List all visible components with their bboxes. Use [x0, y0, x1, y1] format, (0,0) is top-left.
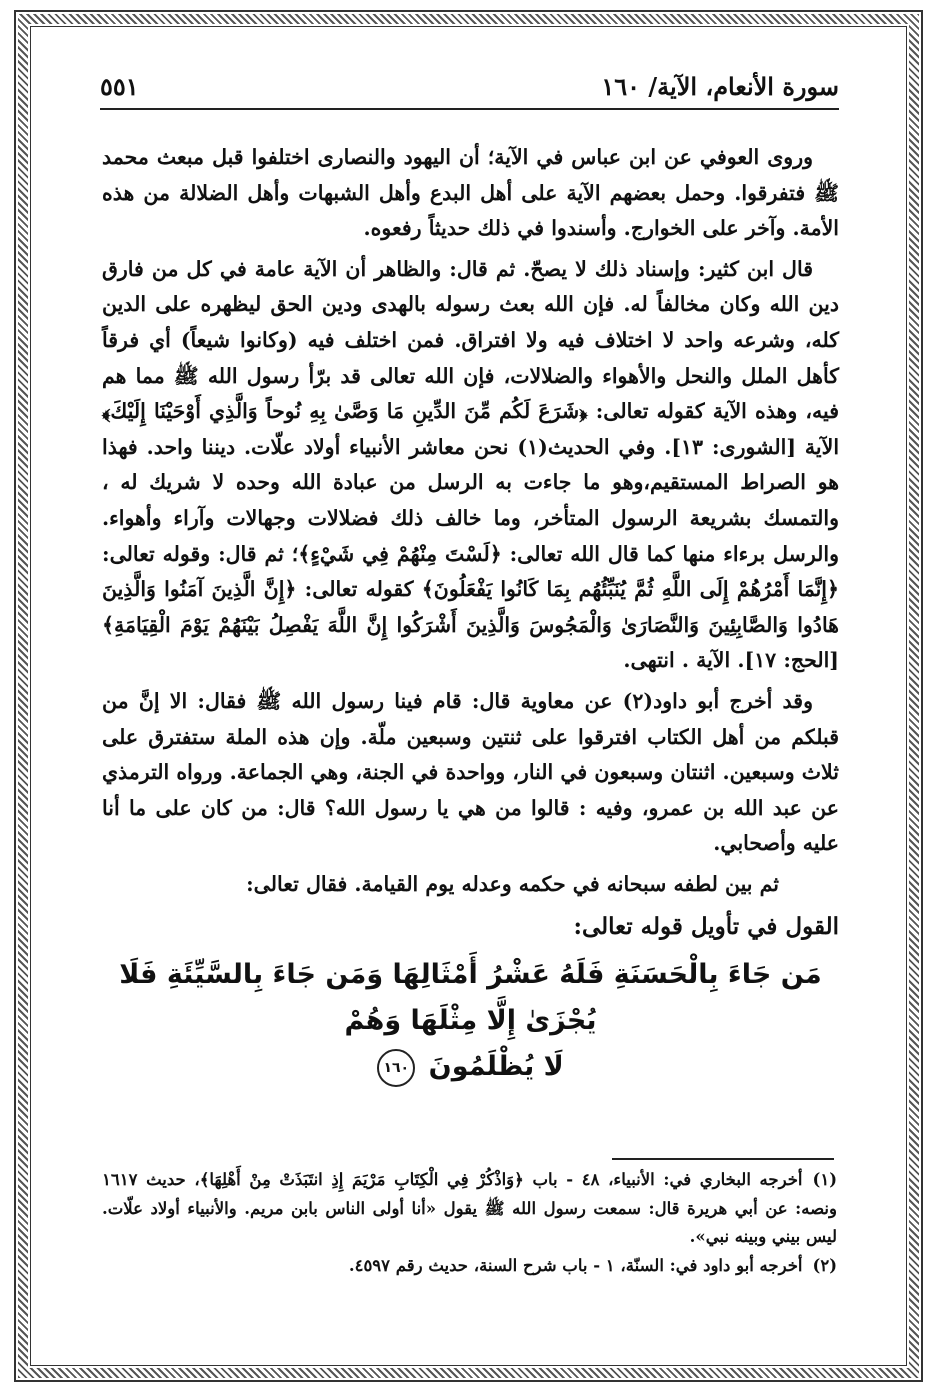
- page-header: [100, 66, 839, 106]
- quran-verse: [102, 952, 839, 1090]
- page-number: ٥٥١: [100, 71, 139, 101]
- footnote: [102, 1252, 837, 1281]
- paragraph: ثم بين لطفه سبحانه في حكمه وعدله يوم القيامة. فقال تعالى:: [246, 871, 779, 896]
- footnote-text: أخرجه أبو داود في: السنّة، ١ - باب شرح السنة، حديث رقم ٤٥٩٧.: [348, 1255, 803, 1275]
- verse-line-2: لَا يُظْلَمُونَ: [428, 1051, 564, 1083]
- paragraph: وقد أخرج أبو داود(٢) عن معاوية قال: قام فينا رسول الله ﷺ فقال: الا إنَّ من قبلكم من أهل الكتاب افترقوا على ثنتين وسبعين ملّة. وإن هذه الملة ستفترق على ثلاث وسبعين. اثنتان وسبعون في النار، وواحدة في الجنة، وهي الجماعة. ورواه الترمذي عن عبد الله بن عمرو، وفيه : قالوا من هي يا رسول الله؟ قال: من كان على ما أنا عليه وأصحابي.: [102, 688, 839, 856]
- footnote-text: أخرجه البخاري في: الأنبياء، ٤٨ - باب ﴿وَاذْكُرْ فِي الْكِتَابِ مَرْيَمَ إِذِ انتَبَذَتْ مِنْ أَهْلِهَا﴾، حديث ١٦١٧ ونصه: عن أبي هريرة قال: سمعت رسول الله ﷺ يقول «أنا أولى الناس بابن مريم. والأنبياء أولاد علّات. ليس بيني وبينه نبي».: [102, 1170, 837, 1246]
- paragraph: وروى العوفي عن ابن عباس في الآية؛ أن اليهود والنصارى اختلفوا قبل مبعث محمد ﷺ فتفرقوا. وحمل بعضهم الآية على أهل البدع وأهل الشبهات وأهل الضلالة من هذه الأمة. وآخر على الخوارج. وأسندوا في ذلك حديثاً رفعوه.: [102, 145, 839, 241]
- footnote-number: (١): [812, 1170, 837, 1189]
- ayah-number-mark: ١٦٠: [377, 1049, 415, 1087]
- header-divider: [100, 108, 839, 110]
- footnote-number: (٢): [812, 1255, 837, 1275]
- section-heading: القول في تأويل قوله تعالى:: [573, 913, 839, 941]
- footnote-divider: [612, 1158, 834, 1160]
- paragraph: قال ابن كثير: وإسناد ذلك لا يصحّ. ثم قال: والظاهر أن الآية عامة في كل من فارق دين الله وكان مخالفاً له. فإن الله بعث رسوله بالهدى ودين الحق ليظهره على الدين كله، وشرعه واحد لا اختلاف فيه ولا افتراق. فمن اختلف فيه (وكانوا شيعاً) أي فرقاً كأهل الملل والنحل والأهواء والضلالات، فإن الله تعالى قد برّأ رسول الله ﷺ مما هم فيه، وهذه الآية كقوله تعالى: ﴿شَرَعَ لَكُم مِّنَ الدِّينِ مَا وَصَّىٰ بِهِ نُوحاً وَالَّذِي أَوْحَيْنَا إِلَيْكَ﴾ الآية [الشورى: ١٣]. وفي الحديث(١) نحن معاشر الأنبياء أولاد علّات. ديننا واحد. فهذا هو الصراط المستقيم،وهو ما جاءت به الرسل من عبادة الله وحده لا شريك له ، والتمسك بشريعة الرسول المتأخر، وما خالف ذلك فضلالات وجهالات وآراء وأهواء. والرسل برءاء منها كما قال الله تعالى: ﴿لَسْتَ مِنْهُمْ فِي شَيْءٍ﴾؛ ثم قال: وقوله تعالى: ﴿إِنَّمَا أَمْرُهُمْ إِلَى اللَّهِ ثُمَّ يُنَبِّئُهُم بِمَا كَانُوا يَفْعَلُونَ﴾ كقوله تعالى: ﴿إِنَّ الَّذِينَ آمَنُوا وَالَّذِينَ هَادُوا وَالصَّابِئِينَ وَالنَّصَارَىٰ وَالْمَجُوسَ وَالَّذِينَ أَشْرَكُوا إِنَّ اللَّهَ يَفْصِلُ بَيْنَهُمْ يَوْمَ الْقِيَامَةِ﴾ [الحج: ١٧]. الآية . انتهى.: [102, 256, 840, 673]
- main-text: [102, 140, 839, 1090]
- surah-title: سورة الأنعام، الآية/ ١٦٠: [601, 71, 839, 101]
- footnotes: [102, 1166, 837, 1280]
- verse-line-1: مَن جَاءَ بِالْحَسَنَةِ فَلَهُ عَشْرُ أَمْثَالِهَا وَمَن جَاءَ بِالسَّيِّئَةِ فَلَا يُجْزَىٰ إِلَّا مِثْلَهَا وَهُمْ: [119, 959, 822, 1037]
- footnote: [102, 1166, 837, 1252]
